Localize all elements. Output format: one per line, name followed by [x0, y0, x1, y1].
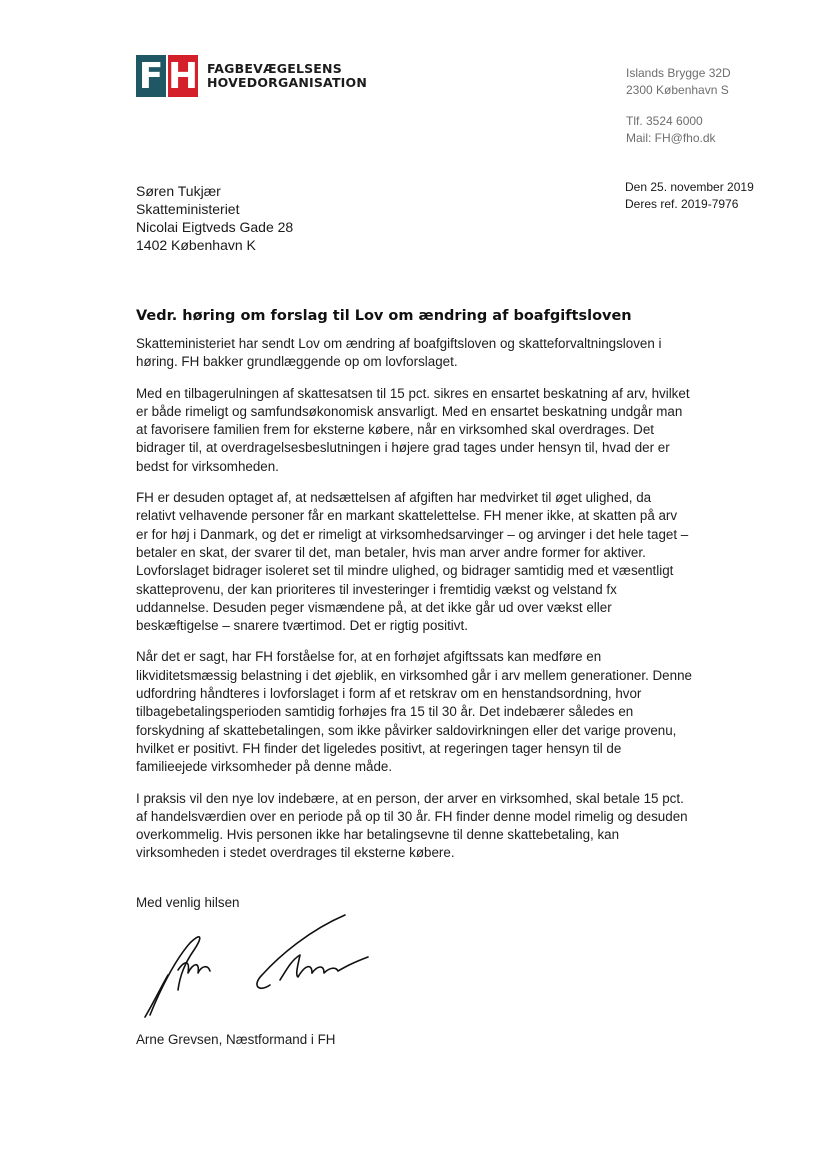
sender-address	[626, 65, 731, 147]
date-reference-block	[625, 179, 754, 213]
sender-mail: Mail: FH@fho.dk	[626, 131, 716, 145]
paragraph-4: Når det er sagt, har FH forståelse for, at en forhøjet afgiftssats kan medføre en likviditetsmæssig belastning i det øjeblik, en virksomhed går i arv mellem generationer. Denne udfordring håndteres i lovforslaget i form af et retskrav om en henstandsordning, hvor tilbagebetalingsperioden samtidig forhøjes fra 15 til 30 år. Det indebærer således en forskydning af skattebetalingen, som ikke påvirker saldovirkningen eller det varige provenu, hvilket er positivt. FH finder det ligeledes positivt, at regeringen tager hensyn til de familieejede virksomheder på denne måde.	[136, 649, 692, 775]
letter-date: Den 25. november 2019	[625, 180, 754, 194]
sender-street: Islands Brygge 32D	[626, 66, 731, 80]
handwritten-signature	[130, 905, 380, 1025]
logo-name-line-2: HOVEDORGANISATION	[207, 75, 368, 90]
logo-f-box: F	[136, 55, 166, 97]
sender-phone: Tlf. 3524 6000	[626, 114, 703, 128]
logo-name-line-1: FAGBEVÆGELSENS	[207, 61, 342, 76]
recipient-address	[136, 182, 293, 254]
signatory-name: Arne Grevsen, Næstformand i FH	[136, 1032, 336, 1047]
recipient-name: Søren Tukjær	[136, 183, 221, 199]
fh-logo	[136, 55, 367, 97]
recipient-org: Skatteministeriet	[136, 201, 240, 217]
logo-organisation-name	[207, 62, 367, 90]
logo-h-box: H	[167, 55, 199, 97]
letter-body	[136, 335, 692, 876]
closing-greeting: Med venlig hilsen	[136, 895, 240, 910]
paragraph-2: Med en tilbagerulningen af skattesatsen til 15 pct. sikres en ensartet beskatning af arv, hvilket er både rimeligt og samfundsøkonomisk ansvarligt. Med en ensartet beskatning undgår man at favorisere familien frem for eksterne købere, når en virksomhed skal overdrages. Det bidrager til, at overdragelsesbeslutningen i højere grad tages under hensyn til, hvad der er bedst for virksomheden.	[136, 385, 690, 474]
recipient-city: 1402 København K	[136, 237, 256, 253]
paragraph-1: Skatteministeriet har sendt Lov om ændring af boafgiftsloven og skatteforvaltningsloven i høring. FH bakker grundlæggende op om lovforslaget.	[136, 336, 662, 370]
sender-city: 2300 København S	[626, 83, 729, 97]
paragraph-3: FH er desuden optaget af, at nedsættelsen af afgiften har medvirket til øget ulighed, da relativt velhavende personer får en markant skattelettelse. FH mener ikke, at skatten på arv er for høj i Danmark, og det er rimeligt at virksomhedsarvinger – og arvinger i det hele taget – betaler en skat, der svarer til det, man betaler, hvis man arver andre former for aktiver. Lovforslaget bidrager isoleret set til mindre ulighed, og bidrager samtidig med et væsentligt skatteprovenu, der kan prioriteres til investeringer i fremtidig vækst og velstand fx uddannelse. Desuden peger vismændene på, at det ikke går ud over vækst eller beskæftigelse – snarere tværtimod. Det er rigtig positivt.	[136, 490, 689, 634]
paragraph-5: I praksis vil den nye lov indebære, at en person, der arver en virksomhed, skal betale 15 pct. af handelsværdien over en periode på op til 30 år. FH finder denne model rimelig og desuden overkommelig. Hvis personen ikke har betalingsevne til denne skattebetaling, kan virksomheden i stedet overdrages til eksterne købere.	[136, 790, 688, 861]
recipient-street: Nicolai Eigtveds Gade 28	[136, 219, 294, 235]
letter-subject: Vedr. høring om forslag til Lov om ændring af boafgiftsloven	[136, 308, 632, 324]
letter-reference: Deres ref. 2019-7976	[625, 197, 739, 211]
